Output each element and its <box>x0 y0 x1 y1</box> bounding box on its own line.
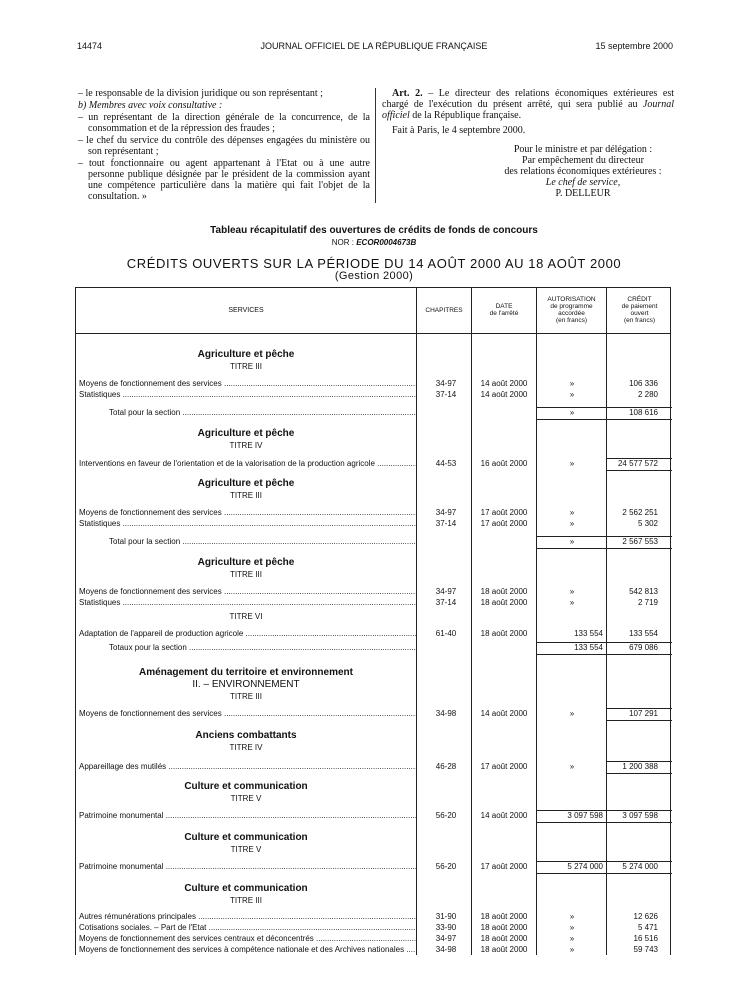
page-number: 14474 <box>77 41 103 51</box>
section-heading: Aménagement du territoire et environnement II. – ENVIRONNEMENT TITRE III <box>139 667 353 701</box>
section-heading: Anciens combattants TITRE IV <box>195 730 297 752</box>
section-heading: Agriculture et pêche TITRE III <box>197 557 295 579</box>
header-chapitres: CHAPITRES <box>425 307 463 314</box>
total-row: Total pour la section ..... » 108 616 <box>76 407 672 418</box>
section-heading: Culture et communication TITRE V <box>184 781 308 803</box>
header-credit: CRÉDIT de paiement ouvert (en francs) <box>621 296 658 324</box>
article-2: Art. 2. – Le directeur des relations économiques extérieures est chargé de l'exécution du présent arrêté, qui sera publié au Journal officiel de la République française. <box>382 88 674 121</box>
table-row: Moyens de fonctionnement des services ..... 34-97 17 août 2000 » 2 562 251 <box>76 507 672 518</box>
table-row: Moyens de fonctionnement des services ..... 34-98 14 août 2000 » 107 291 <box>76 708 672 719</box>
table-row: Autres rémunérations principales ..... 31-90 18 août 2000 » 12 626 <box>76 911 672 922</box>
table-title: Tableau récapitulatif des ouvertures de crédits de fonds de concours <box>210 225 538 236</box>
credits-subtitle: (Gestion 2000) <box>334 270 414 282</box>
table-row: Moyens de fonctionnement des services ..... 34-97 14 août 2000 » 106 336 <box>76 378 672 389</box>
header-services: SERVICES <box>228 307 264 314</box>
table-row: Adaptation de l'appareil de production agricole ..... 61-40 18 août 2000 133 554 133 554 <box>76 628 672 639</box>
table-row: Statistiques ..... 37-14 18 août 2000 » 2 719 <box>76 597 672 608</box>
table-row: Statistiques ..... 37-14 14 août 2000 » 2 280 <box>76 389 672 400</box>
section-heading: Culture et communication TITRE III <box>184 883 308 905</box>
intro-item: b) Membres avec voix consultative : <box>78 100 223 111</box>
journal-title: JOURNAL OFFICIEL DE LA RÉPUBLIQUE FRANÇAISE <box>260 41 488 51</box>
table-row: Moyens de fonctionnement des services centraux et déconcentrés ..... 34-97 18 août 2000 » 16 516 <box>76 933 672 944</box>
table-row: Patrimoine monumental ..... 56-20 14 août 2000 3 097 598 3 097 598 <box>76 810 672 821</box>
header-rule <box>76 333 670 334</box>
credits-title: CRÉDITS OUVERTS SUR LA PÉRIODE DU 14 AOÛT 2000 AU 18 AOÛT 2000 <box>126 256 622 271</box>
table-row: Cotisations sociales. – Part de l'Etat ..... 33-90 18 août 2000 » 5 471 <box>76 922 672 933</box>
table-row: Moyens de fonctionnement des services ..... 34-97 18 août 2000 » 542 813 <box>76 586 672 597</box>
section-heading: Culture et communication TITRE V <box>184 832 308 854</box>
issue-date: 15 septembre 2000 <box>595 41 673 51</box>
fait-a-paris: Fait à Paris, le 4 septembre 2000. <box>392 125 526 136</box>
table-row: Interventions en faveur de l'orientation et de la valorisation de la production agricole ..... 44-53 16 août 2000 » 24 577 572 <box>76 458 672 469</box>
section-subtitle: TITRE VI <box>229 612 263 621</box>
credits-table <box>75 287 671 955</box>
table-row: Patrimoine monumental ..... 56-20 17 août 2000 5 274 000 5 274 000 <box>76 861 672 872</box>
intro-item: – tout fonctionnaire ou agent appartenant à l'Etat ou à une autre personne publique désignée par le président de la commission ayant une compétence particulière dans la matière qui fait l'objet de la consultation. » <box>78 158 370 202</box>
header-autorisation: AUTORISATION de programme accordée (en francs) <box>547 296 596 324</box>
table-row: Appareillage des mutilés ..... 46-28 17 août 2000 » 1 200 388 <box>76 761 672 772</box>
intro-item: – un représentant de la direction générale de la concurrence, de la consommation et de la répression des fraudes ; <box>78 112 370 134</box>
section-heading: Agriculture et pêche TITRE III <box>197 478 295 500</box>
intro-left-column <box>78 88 370 203</box>
table-row: Statistiques ..... 37-14 17 août 2000 » 5 302 <box>76 518 672 529</box>
signature-block: Pour le ministre et par délégation : Par empêchement du directeur des relations économiques extérieures : Le chef de service, P. DELLEUR <box>504 144 662 199</box>
section-heading: Agriculture et pêche TITRE III <box>197 349 295 371</box>
total-row: Total pour la section ..... » 2 567 553 <box>76 536 672 547</box>
column-divider <box>375 88 376 203</box>
header-date: DATE de l'arrêté <box>489 303 519 317</box>
intro-right-column <box>382 88 674 199</box>
total-row: Totaux pour la section ..... 133 554 679 086 <box>76 642 672 653</box>
nor-reference: NOR : ECOR0004673B <box>331 238 417 247</box>
intro-item: – le chef du service du contrôle des dépenses engagées du ministère ou son représentant ; <box>78 135 370 157</box>
intro-item: – le responsable de la division juridique ou son représentant ; <box>78 88 323 99</box>
table-row: Moyens de fonctionnement des services à compétence nationale et des Archives nationales ..... 34-98 18 août 2000 » 59 743 <box>76 944 672 955</box>
section-heading: Agriculture et pêche TITRE IV <box>197 428 295 450</box>
article-label: Art. 2. <box>392 88 423 99</box>
